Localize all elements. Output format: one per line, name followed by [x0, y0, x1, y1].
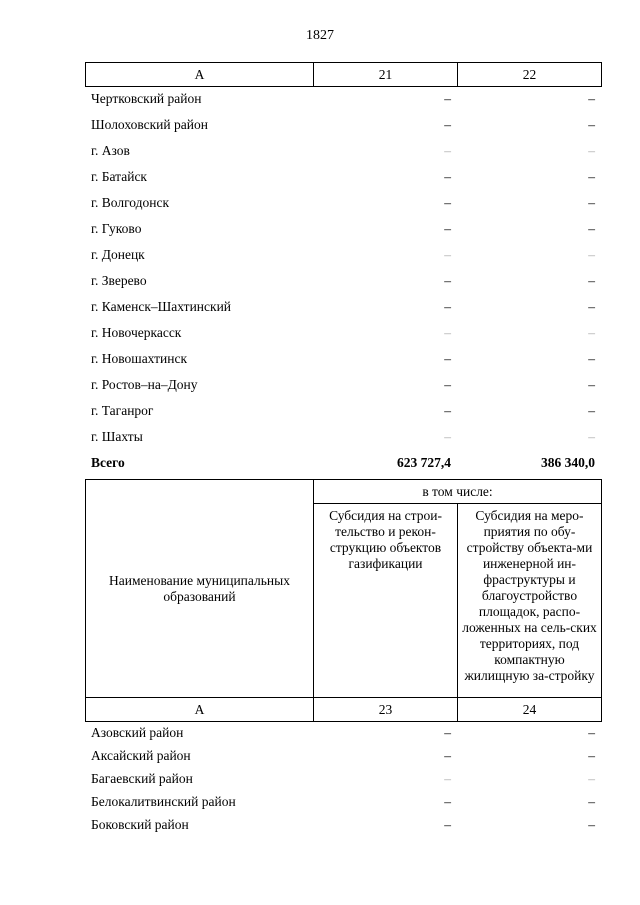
table-row — [85, 721, 601, 744]
cell-22: – — [588, 299, 595, 314]
row-name: г. Новошахтинск — [91, 351, 187, 366]
table-row — [85, 398, 601, 424]
cell-23: – — [444, 724, 451, 740]
cell-22: – — [588, 247, 595, 262]
table2-body — [85, 721, 601, 836]
row-name: г. Азов — [91, 143, 130, 158]
cell-21: – — [444, 143, 451, 158]
table-row — [85, 216, 601, 242]
cell-21: – — [444, 351, 451, 366]
row-name: г. Волгодонск — [91, 195, 170, 210]
row-name: г. Шахты — [91, 429, 143, 444]
cell-23: – — [444, 816, 451, 832]
cell-24: – — [588, 793, 595, 809]
table-row — [85, 767, 601, 790]
col-22-header: 22 — [458, 63, 602, 87]
cell-21: – — [444, 247, 451, 262]
table1-header — [85, 62, 602, 87]
cell-22: – — [588, 429, 595, 444]
cell-22: – — [588, 117, 595, 132]
row-name: г. Гуково — [91, 221, 142, 236]
cell-22: – — [588, 273, 595, 288]
table-row — [85, 294, 601, 320]
including-header: в том числе: — [314, 480, 602, 504]
cell-22: – — [588, 91, 595, 106]
cell-22: – — [588, 195, 595, 210]
row-name: Белокалитвинский район — [91, 793, 236, 809]
cell-22: – — [588, 169, 595, 184]
cell-21: – — [444, 273, 451, 288]
col-a-number: А — [86, 698, 314, 722]
cell-21: – — [444, 377, 451, 392]
table-row — [85, 424, 601, 450]
page-number: 1827 — [306, 28, 334, 43]
row-name: Багаевский район — [91, 770, 193, 786]
row-name: г. Каменск–Шахтинский — [91, 299, 232, 314]
cell-23: – — [444, 793, 451, 809]
table-row — [85, 164, 601, 190]
cell-24: – — [588, 816, 595, 832]
cell-21: – — [444, 403, 451, 418]
cell-21: – — [444, 325, 451, 340]
table-row — [85, 744, 601, 767]
col-24-title: Субсидия на меро-приятия по обу-стройству объекта-ми инженерной ин-фраструктуры и благоустройство площадок, распо-ложенных на сель-ских территориях, под компактную жилищную за-стройку — [458, 504, 602, 698]
table-row — [85, 346, 601, 372]
total-22: 386 340,0 — [541, 455, 595, 470]
cell-21: – — [444, 169, 451, 184]
row-name: Чертковский район — [91, 91, 202, 106]
col-a-header: А — [86, 63, 314, 87]
row-name: г. Батайск — [91, 169, 147, 184]
col-23-number: 23 — [314, 698, 458, 722]
table-row — [85, 86, 601, 112]
cell-22: – — [588, 221, 595, 236]
cell-22: – — [588, 143, 595, 158]
row-name: Аксайский район — [91, 747, 191, 763]
col-23-title: Субсидия на строи-тельство и рекон-струкцию объектов газификации — [314, 504, 458, 698]
row-name: Шолоховский район — [91, 117, 208, 132]
cell-22: – — [588, 403, 595, 418]
row-name: г. Зверево — [91, 273, 147, 288]
table-row — [85, 372, 601, 398]
table-row — [85, 268, 601, 294]
cell-23: – — [444, 770, 451, 786]
row-name: г. Таганрог — [91, 403, 154, 418]
table-row — [85, 813, 601, 836]
cell-22: – — [588, 351, 595, 366]
cell-21: – — [444, 117, 451, 132]
table-row — [85, 190, 601, 216]
cell-22: – — [588, 325, 595, 340]
cell-21: – — [444, 195, 451, 210]
row-name: г. Ростов–на–Дону — [91, 377, 198, 392]
col-24-number: 24 — [458, 698, 602, 722]
col-21-header: 21 — [314, 63, 458, 87]
table-row — [85, 242, 601, 268]
table-row — [85, 138, 601, 164]
cell-24: – — [588, 770, 595, 786]
row-name: Боковский район — [91, 816, 189, 832]
table-row — [85, 112, 601, 138]
cell-22: – — [588, 377, 595, 392]
cell-24: – — [588, 747, 595, 763]
cell-21: – — [444, 91, 451, 106]
row-name: г. Новочеркасск — [91, 325, 182, 340]
table-row — [85, 320, 601, 346]
total-label: Всего — [91, 455, 125, 470]
total-21: 623 727,4 — [397, 455, 451, 470]
table2-header — [85, 479, 602, 722]
cell-21: – — [444, 299, 451, 314]
table-row — [85, 790, 601, 813]
municipality-column-header: Наименование муниципальных образований — [86, 480, 314, 698]
cell-23: – — [444, 747, 451, 763]
cell-24: – — [588, 724, 595, 740]
total-row — [85, 450, 601, 476]
cell-21: – — [444, 429, 451, 444]
table1-body — [85, 86, 601, 476]
row-name: Азовский район — [91, 724, 184, 740]
row-name: г. Донецк — [91, 247, 145, 262]
cell-21: – — [444, 221, 451, 236]
